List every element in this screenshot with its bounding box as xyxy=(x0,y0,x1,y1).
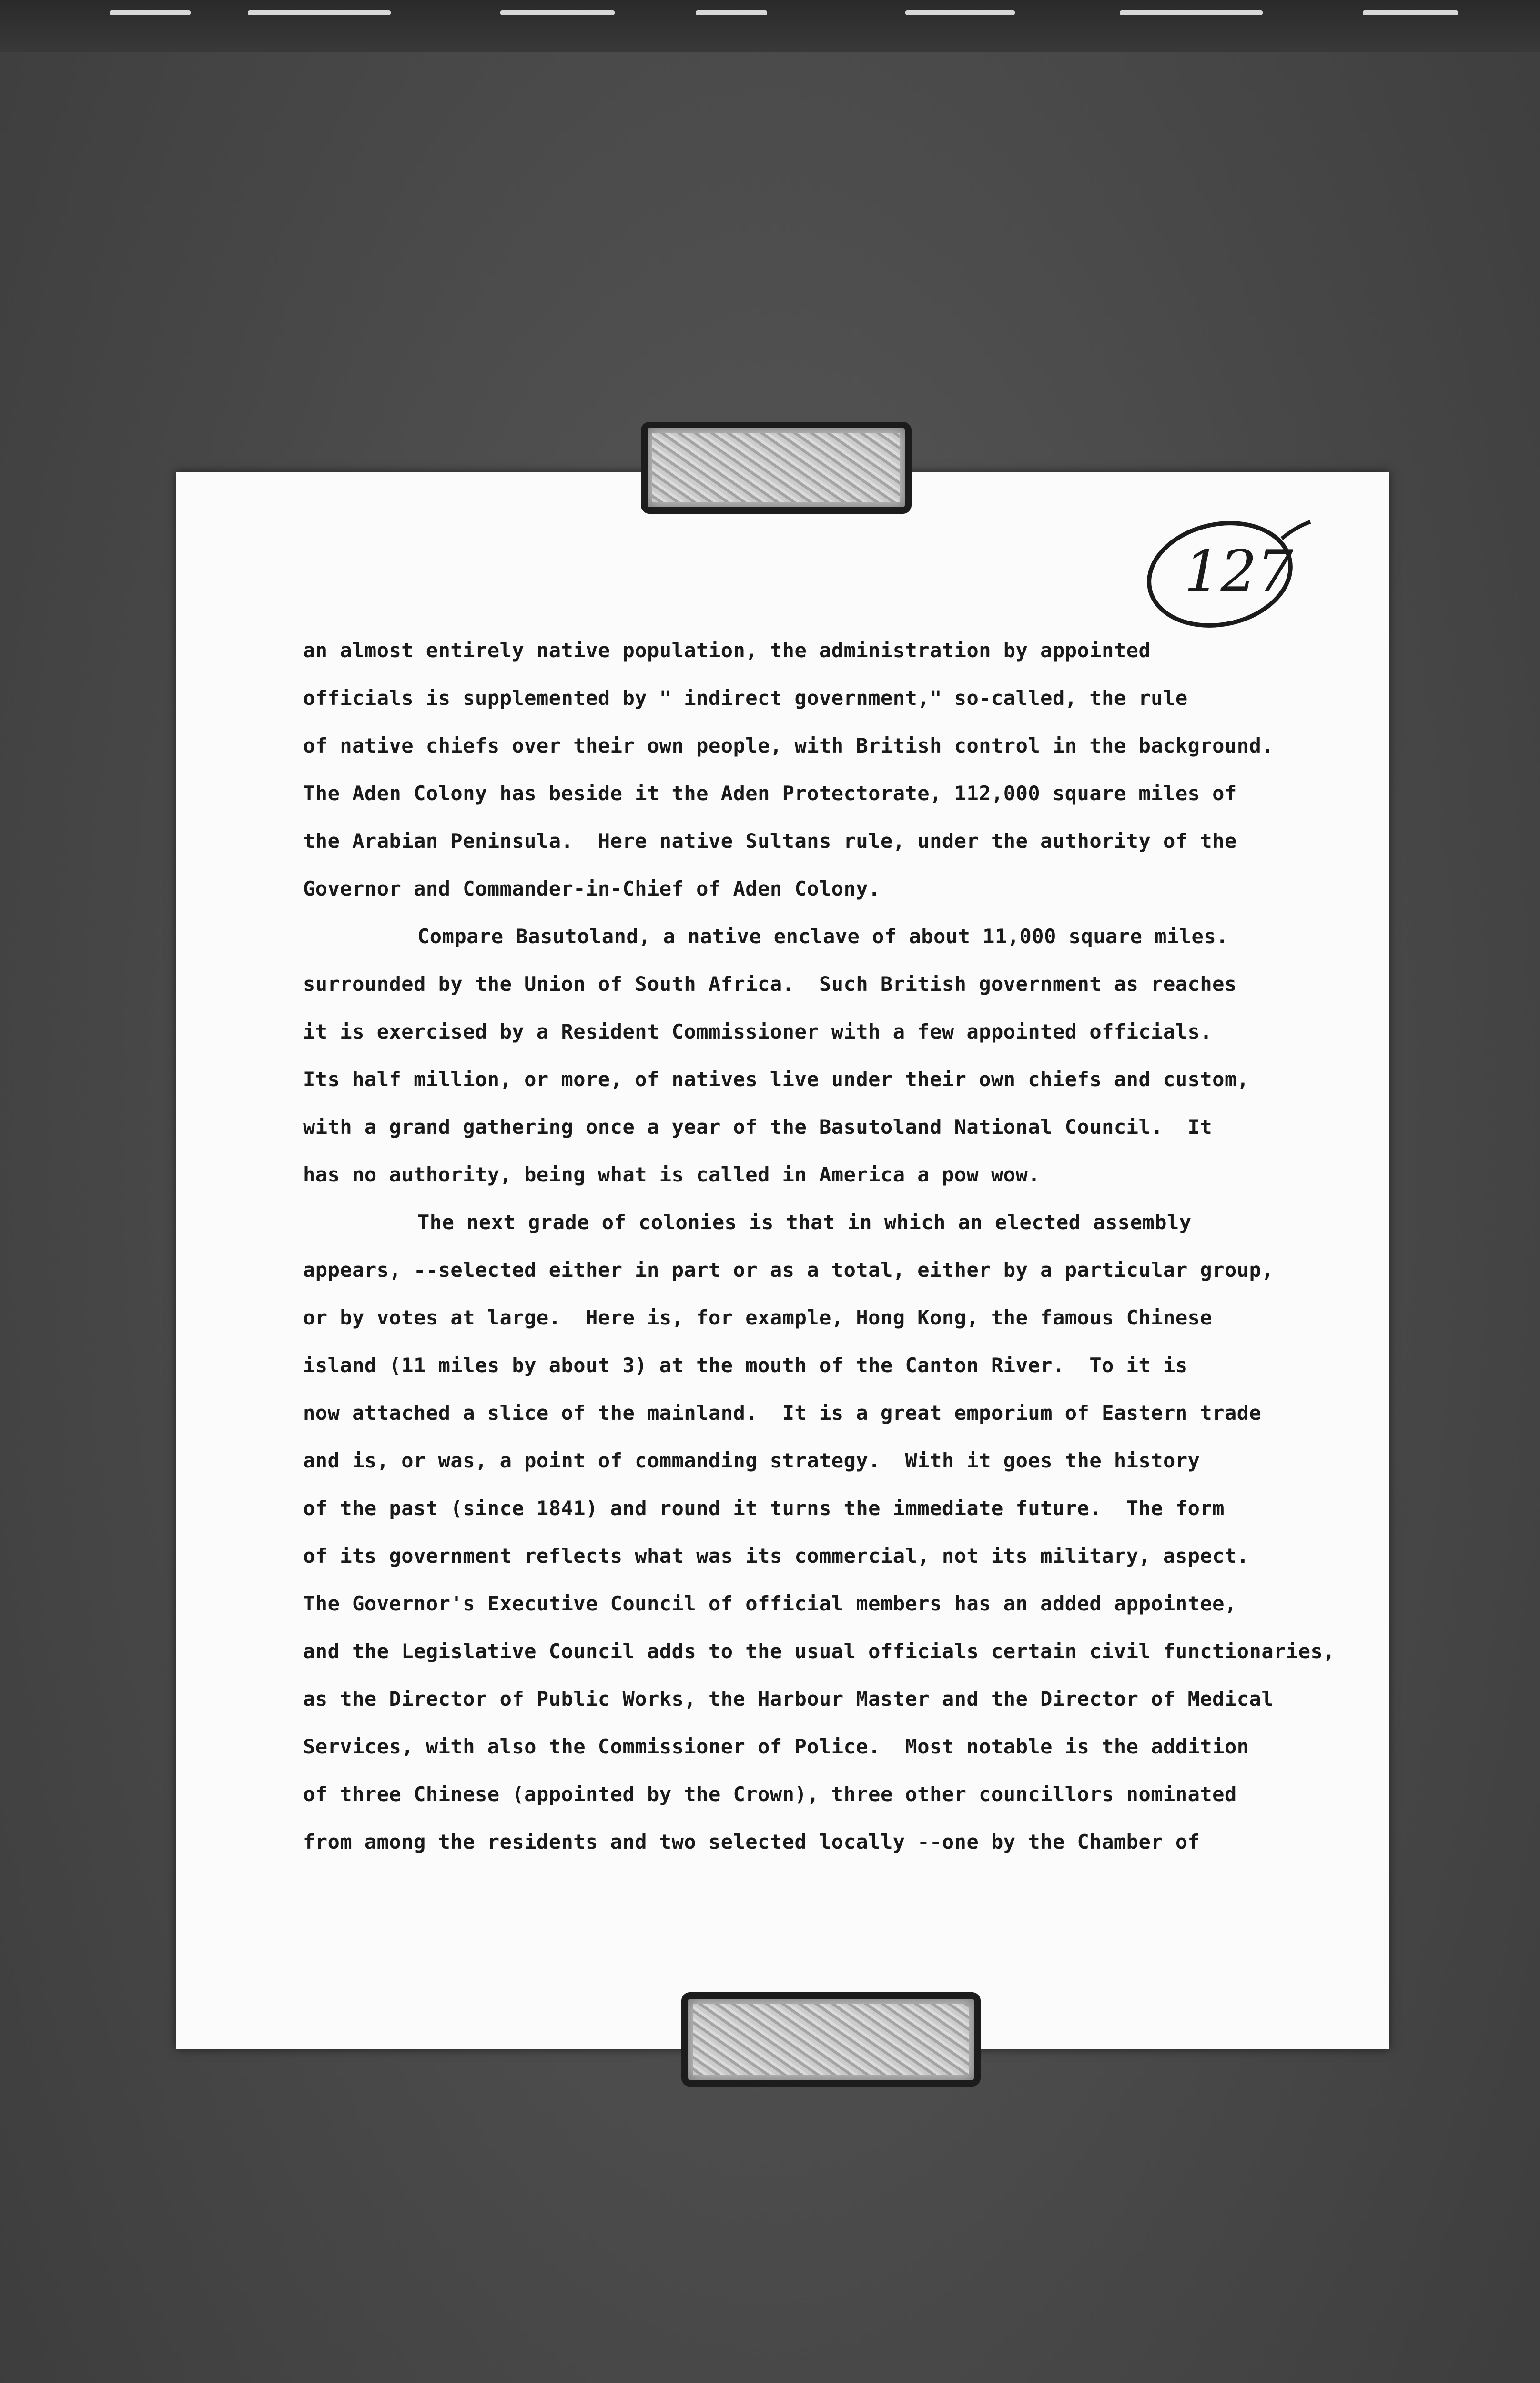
film-mark xyxy=(248,10,391,15)
text-line: has no authority, being what is called in America a pow wow. xyxy=(303,1163,1041,1186)
folio-number-circle xyxy=(1139,512,1315,634)
text-line: Its half million, or more, of natives live under their own chiefs and custom, xyxy=(303,1068,1249,1091)
text-line: of three Chinese (appointed by the Crown), three other councillors nominated xyxy=(303,1782,1237,1806)
text-line: of native chiefs over their own people, with British control in the background. xyxy=(303,734,1274,757)
text-line: from among the residents and two selected locally --one by the Chamber of xyxy=(303,1830,1200,1853)
text-line: and the Legislative Council adds to the usual officials certain civil functionaries, xyxy=(303,1640,1336,1663)
film-mark xyxy=(1120,10,1263,15)
tape-bottom xyxy=(681,1992,981,2087)
text-line: an almost entirely native population, the administration by appointed xyxy=(303,639,1151,662)
folio-number: 127 xyxy=(1184,539,1294,605)
text-line: appears, --selected either in part or as a total, either by a particular group, xyxy=(303,1258,1274,1282)
text-line: The next grade of colonies is that in which an elected assembly xyxy=(417,1211,1192,1234)
text-line: island (11 miles by about 3) at the mouth of the Canton River. To it is xyxy=(303,1354,1188,1377)
film-mark xyxy=(905,10,1015,15)
text-line: and is, or was, a point of commanding strategy. With it goes the history xyxy=(303,1449,1200,1472)
film-top-strip xyxy=(0,0,1540,57)
text-line: of the past (since 1841) and round it turns the immediate future. The form xyxy=(303,1497,1225,1520)
text-line: or by votes at large. Here is, for example, Hong Kong, the famous Chinese xyxy=(303,1306,1213,1329)
text-line: now attached a slice of the mainland. It is a great emporium of Eastern trade xyxy=(303,1401,1262,1425)
text-line: officials is supplemented by " indirect government," so-called, the rule xyxy=(303,686,1188,710)
text-line: as the Director of Public Works, the Harbour Master and the Director of Medical xyxy=(303,1687,1274,1711)
text-line: The Aden Colony has beside it the Aden Protectorate, 112,000 square miles of xyxy=(303,782,1237,805)
typed-text-body xyxy=(303,627,1336,1866)
folio-circle-icon xyxy=(1139,512,1315,634)
film-mark xyxy=(1363,10,1458,15)
text-line: of its government reflects what was its commercial, not its military, aspect. xyxy=(303,1544,1249,1568)
text-line: Services, with also the Commissioner of Police. Most notable is the addition xyxy=(303,1735,1249,1758)
text-line: with a grand gathering once a year of the Basutoland National Council. It xyxy=(303,1115,1213,1139)
text-line: The Governor's Executive Council of official members has an added appointee, xyxy=(303,1592,1237,1615)
text-line: Governor and Commander-in-Chief of Aden Colony. xyxy=(303,877,881,900)
text-line: it is exercised by a Resident Commissioner with a few appointed officials. xyxy=(303,1020,1213,1043)
text-line: surrounded by the Union of South Africa. Such British government as reaches xyxy=(303,972,1237,996)
film-mark xyxy=(110,10,191,15)
text-line: Compare Basutoland, a native enclave of about 11,000 square miles. xyxy=(417,925,1228,948)
tape-top xyxy=(641,422,912,514)
text-line: the Arabian Peninsula. Here native Sultans rule, under the authority of the xyxy=(303,829,1237,853)
film-mark xyxy=(696,10,767,15)
film-mark xyxy=(500,10,615,15)
